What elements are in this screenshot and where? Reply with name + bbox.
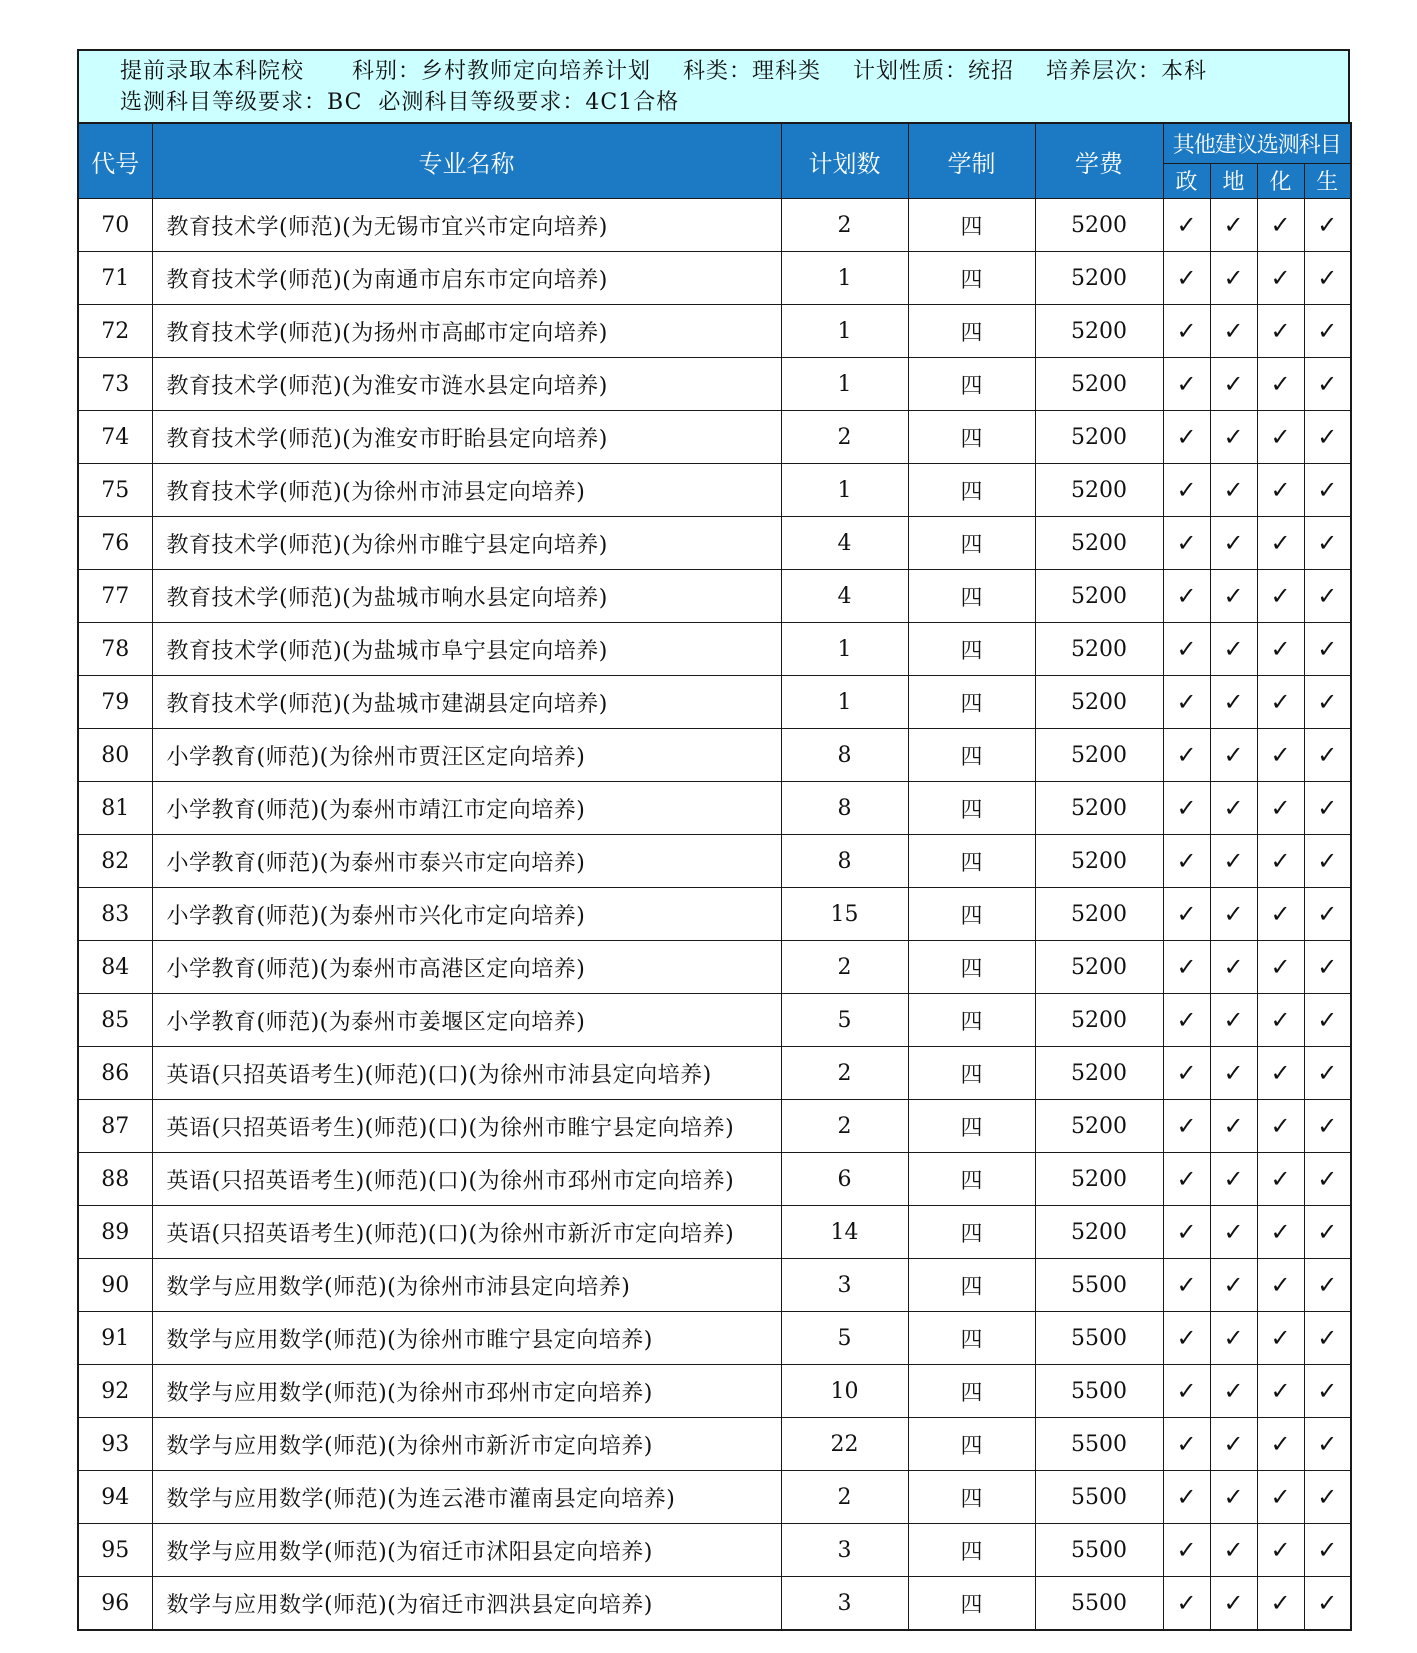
cell-major-name: 教育技术学(师范)(为扬州市高邮市定向培养) (152, 305, 781, 358)
check-mark-icon: ✓ (1257, 782, 1304, 835)
table-row (78, 888, 1351, 941)
check-mark-icon: ✓ (1257, 199, 1304, 252)
cell-code: 87 (78, 1100, 152, 1153)
header-code: 代号 (78, 123, 152, 199)
plan-info-banner (77, 49, 1350, 122)
cell-plan-count: 22 (781, 1418, 908, 1471)
cell-duration: 四 (908, 411, 1035, 464)
table-row (78, 358, 1351, 411)
table-row (78, 782, 1351, 835)
cell-major-name: 英语(只招英语考生)(师范)(口)(为徐州市邳州市定向培养) (152, 1153, 781, 1206)
cell-duration: 四 (908, 994, 1035, 1047)
table-row (78, 570, 1351, 623)
table-row (78, 1365, 1351, 1418)
check-mark-icon: ✓ (1304, 623, 1351, 676)
cell-plan-count: 2 (781, 941, 908, 994)
plan-info-line-1 (120, 56, 1348, 87)
cell-code: 92 (78, 1365, 152, 1418)
header-subject-politics: 政 (1163, 163, 1210, 198)
cell-plan-count: 3 (781, 1524, 908, 1577)
check-mark-icon: ✓ (1163, 252, 1210, 305)
check-mark-icon: ✓ (1163, 305, 1210, 358)
cell-code: 73 (78, 358, 152, 411)
check-mark-icon: ✓ (1210, 199, 1257, 252)
check-mark-icon: ✓ (1304, 941, 1351, 994)
cell-duration: 四 (908, 464, 1035, 517)
cell-code: 80 (78, 729, 152, 782)
cell-major-name: 小学教育(师范)(为泰州市靖江市定向培养) (152, 782, 781, 835)
check-mark-icon: ✓ (1304, 1524, 1351, 1577)
cell-duration: 四 (908, 888, 1035, 941)
cell-duration: 四 (908, 623, 1035, 676)
check-mark-icon: ✓ (1304, 835, 1351, 888)
check-mark-icon: ✓ (1210, 1524, 1257, 1577)
check-mark-icon: ✓ (1163, 358, 1210, 411)
check-mark-icon: ✓ (1257, 464, 1304, 517)
cell-code: 79 (78, 676, 152, 729)
cell-major-name: 教育技术学(师范)(为徐州市沛县定向培养) (152, 464, 781, 517)
table-row (78, 464, 1351, 517)
cell-major-name: 教育技术学(师范)(为盐城市响水县定向培养) (152, 570, 781, 623)
info-school-type: 提前录取本科院校 (120, 59, 305, 84)
cell-code: 83 (78, 888, 152, 941)
check-mark-icon: ✓ (1304, 464, 1351, 517)
check-mark-icon: ✓ (1257, 835, 1304, 888)
header-subject-chemistry: 化 (1257, 163, 1304, 198)
check-mark-icon: ✓ (1304, 1153, 1351, 1206)
cell-tuition: 5500 (1035, 1259, 1163, 1312)
info-subject-type: 科类：理科类 (682, 59, 821, 84)
table-row (78, 411, 1351, 464)
cell-tuition: 5200 (1035, 252, 1163, 305)
header-subject-biology: 生 (1304, 163, 1351, 198)
cell-major-name: 英语(只招英语考生)(师范)(口)(为徐州市睢宁县定向培养) (152, 1100, 781, 1153)
cell-tuition: 5200 (1035, 464, 1163, 517)
cell-duration: 四 (908, 1365, 1035, 1418)
check-mark-icon: ✓ (1210, 1471, 1257, 1524)
cell-code: 93 (78, 1418, 152, 1471)
check-mark-icon: ✓ (1210, 305, 1257, 358)
check-mark-icon: ✓ (1163, 835, 1210, 888)
cell-plan-count: 14 (781, 1206, 908, 1259)
cell-code: 88 (78, 1153, 152, 1206)
check-mark-icon: ✓ (1210, 1365, 1257, 1418)
cell-code: 96 (78, 1577, 152, 1631)
cell-major-name: 教育技术学(师范)(为盐城市阜宁县定向培养) (152, 623, 781, 676)
cell-plan-count: 8 (781, 835, 908, 888)
header-plan-count: 计划数 (781, 123, 908, 199)
check-mark-icon: ✓ (1210, 1047, 1257, 1100)
check-mark-icon: ✓ (1210, 888, 1257, 941)
cell-plan-count: 1 (781, 358, 908, 411)
cell-plan-count: 8 (781, 782, 908, 835)
check-mark-icon: ✓ (1257, 994, 1304, 1047)
cell-plan-count: 2 (781, 1047, 908, 1100)
info-required-requirement: 必测科目等级要求：4C1合格 (378, 90, 680, 115)
major-table (77, 122, 1352, 1631)
table-row (78, 835, 1351, 888)
cell-plan-count: 1 (781, 305, 908, 358)
cell-duration: 四 (908, 252, 1035, 305)
cell-major-name: 数学与应用数学(师范)(为徐州市沛县定向培养) (152, 1259, 781, 1312)
cell-duration: 四 (908, 1418, 1035, 1471)
cell-major-name: 教育技术学(师范)(为淮安市涟水县定向培养) (152, 358, 781, 411)
cell-tuition: 5200 (1035, 1206, 1163, 1259)
cell-tuition: 5200 (1035, 729, 1163, 782)
check-mark-icon: ✓ (1163, 782, 1210, 835)
cell-major-name: 数学与应用数学(师范)(为徐州市睢宁县定向培养) (152, 1312, 781, 1365)
check-mark-icon: ✓ (1304, 358, 1351, 411)
check-mark-icon: ✓ (1163, 517, 1210, 570)
check-mark-icon: ✓ (1257, 1100, 1304, 1153)
cell-major-name: 小学教育(师范)(为泰州市姜堰区定向培养) (152, 994, 781, 1047)
check-mark-icon: ✓ (1210, 517, 1257, 570)
check-mark-icon: ✓ (1304, 570, 1351, 623)
cell-plan-count: 10 (781, 1365, 908, 1418)
cell-tuition: 5200 (1035, 994, 1163, 1047)
cell-code: 82 (78, 835, 152, 888)
check-mark-icon: ✓ (1257, 1047, 1304, 1100)
check-mark-icon: ✓ (1304, 199, 1351, 252)
cell-code: 85 (78, 994, 152, 1047)
check-mark-icon: ✓ (1257, 358, 1304, 411)
check-mark-icon: ✓ (1257, 1524, 1304, 1577)
cell-tuition: 5200 (1035, 411, 1163, 464)
cell-plan-count: 4 (781, 517, 908, 570)
check-mark-icon: ✓ (1163, 623, 1210, 676)
check-mark-icon: ✓ (1257, 1312, 1304, 1365)
table-row (78, 729, 1351, 782)
cell-code: 86 (78, 1047, 152, 1100)
check-mark-icon: ✓ (1163, 1312, 1210, 1365)
check-mark-icon: ✓ (1210, 1206, 1257, 1259)
check-mark-icon: ✓ (1304, 305, 1351, 358)
cell-tuition: 5200 (1035, 941, 1163, 994)
check-mark-icon: ✓ (1210, 570, 1257, 623)
check-mark-icon: ✓ (1163, 729, 1210, 782)
cell-tuition: 5500 (1035, 1577, 1163, 1631)
cell-tuition: 5500 (1035, 1418, 1163, 1471)
table-row (78, 676, 1351, 729)
check-mark-icon: ✓ (1304, 1418, 1351, 1471)
check-mark-icon: ✓ (1304, 517, 1351, 570)
cell-duration: 四 (908, 1524, 1035, 1577)
check-mark-icon: ✓ (1163, 941, 1210, 994)
cell-major-name: 英语(只招英语考生)(师范)(口)(为徐州市沛县定向培养) (152, 1047, 781, 1100)
check-mark-icon: ✓ (1257, 570, 1304, 623)
cell-code: 91 (78, 1312, 152, 1365)
cell-tuition: 5200 (1035, 782, 1163, 835)
check-mark-icon: ✓ (1304, 782, 1351, 835)
cell-code: 76 (78, 517, 152, 570)
check-mark-icon: ✓ (1163, 994, 1210, 1047)
cell-duration: 四 (908, 941, 1035, 994)
check-mark-icon: ✓ (1210, 1259, 1257, 1312)
table-row (78, 305, 1351, 358)
check-mark-icon: ✓ (1257, 1259, 1304, 1312)
check-mark-icon: ✓ (1210, 782, 1257, 835)
check-mark-icon: ✓ (1257, 1153, 1304, 1206)
check-mark-icon: ✓ (1304, 1365, 1351, 1418)
check-mark-icon: ✓ (1257, 623, 1304, 676)
cell-tuition: 5200 (1035, 305, 1163, 358)
cell-plan-count: 1 (781, 623, 908, 676)
cell-duration: 四 (908, 1577, 1035, 1631)
table-row (78, 1153, 1351, 1206)
cell-plan-count: 1 (781, 252, 908, 305)
cell-tuition: 5200 (1035, 517, 1163, 570)
check-mark-icon: ✓ (1304, 252, 1351, 305)
table-row (78, 1206, 1351, 1259)
cell-major-name: 小学教育(师范)(为泰州市泰兴市定向培养) (152, 835, 781, 888)
check-mark-icon: ✓ (1163, 888, 1210, 941)
cell-duration: 四 (908, 1153, 1035, 1206)
cell-duration: 四 (908, 1047, 1035, 1100)
cell-plan-count: 3 (781, 1577, 908, 1631)
info-category: 科别：乡村教师定向培养计划 (351, 59, 651, 84)
check-mark-icon: ✓ (1257, 305, 1304, 358)
cell-major-name: 小学教育(师范)(为徐州市贾汪区定向培养) (152, 729, 781, 782)
check-mark-icon: ✓ (1163, 1577, 1210, 1631)
cell-tuition: 5200 (1035, 888, 1163, 941)
cell-plan-count: 3 (781, 1259, 908, 1312)
plan-info-line-2 (120, 87, 1348, 118)
check-mark-icon: ✓ (1210, 358, 1257, 411)
info-plan-nature: 计划性质：统招 (852, 59, 1014, 84)
cell-tuition: 5200 (1035, 358, 1163, 411)
check-mark-icon: ✓ (1210, 835, 1257, 888)
check-mark-icon: ✓ (1210, 729, 1257, 782)
cell-code: 81 (78, 782, 152, 835)
cell-duration: 四 (908, 305, 1035, 358)
table-row (78, 1047, 1351, 1100)
table-row (78, 994, 1351, 1047)
check-mark-icon: ✓ (1210, 941, 1257, 994)
cell-tuition: 5500 (1035, 1471, 1163, 1524)
cell-code: 75 (78, 464, 152, 517)
cell-code: 77 (78, 570, 152, 623)
check-mark-icon: ✓ (1304, 1100, 1351, 1153)
cell-duration: 四 (908, 199, 1035, 252)
cell-tuition: 5200 (1035, 570, 1163, 623)
check-mark-icon: ✓ (1304, 1259, 1351, 1312)
check-mark-icon: ✓ (1304, 676, 1351, 729)
table-row (78, 623, 1351, 676)
cell-code: 84 (78, 941, 152, 994)
check-mark-icon: ✓ (1257, 1206, 1304, 1259)
check-mark-icon: ✓ (1304, 729, 1351, 782)
check-mark-icon: ✓ (1210, 464, 1257, 517)
cell-major-name: 数学与应用数学(师范)(为宿迁市泗洪县定向培养) (152, 1577, 781, 1631)
major-table-body (78, 199, 1351, 1631)
cell-code: 95 (78, 1524, 152, 1577)
table-row (78, 252, 1351, 305)
cell-duration: 四 (908, 1100, 1035, 1153)
check-mark-icon: ✓ (1257, 1471, 1304, 1524)
check-mark-icon: ✓ (1210, 1100, 1257, 1153)
cell-plan-count: 8 (781, 729, 908, 782)
table-row (78, 1100, 1351, 1153)
check-mark-icon: ✓ (1163, 1259, 1210, 1312)
cell-major-name: 数学与应用数学(师范)(为徐州市新沂市定向培养) (152, 1418, 781, 1471)
cell-major-name: 教育技术学(师范)(为淮安市盱眙县定向培养) (152, 411, 781, 464)
check-mark-icon: ✓ (1304, 888, 1351, 941)
cell-major-name: 英语(只招英语考生)(师范)(口)(为徐州市新沂市定向培养) (152, 1206, 781, 1259)
check-mark-icon: ✓ (1163, 411, 1210, 464)
check-mark-icon: ✓ (1210, 676, 1257, 729)
cell-duration: 四 (908, 1259, 1035, 1312)
cell-code: 71 (78, 252, 152, 305)
cell-code: 89 (78, 1206, 152, 1259)
check-mark-icon: ✓ (1210, 1312, 1257, 1365)
cell-plan-count: 5 (781, 994, 908, 1047)
cell-duration: 四 (908, 1471, 1035, 1524)
cell-tuition: 5200 (1035, 623, 1163, 676)
check-mark-icon: ✓ (1210, 1577, 1257, 1631)
cell-duration: 四 (908, 570, 1035, 623)
cell-tuition: 5500 (1035, 1524, 1163, 1577)
table-row (78, 1259, 1351, 1312)
cell-duration: 四 (908, 729, 1035, 782)
check-mark-icon: ✓ (1257, 1577, 1304, 1631)
check-mark-icon: ✓ (1163, 1524, 1210, 1577)
admission-plan-sheet (77, 49, 1350, 1631)
check-mark-icon: ✓ (1257, 517, 1304, 570)
check-mark-icon: ✓ (1257, 252, 1304, 305)
header-tuition: 学费 (1035, 123, 1163, 199)
cell-duration: 四 (908, 517, 1035, 570)
cell-tuition: 5200 (1035, 1047, 1163, 1100)
check-mark-icon: ✓ (1163, 1100, 1210, 1153)
check-mark-icon: ✓ (1304, 1206, 1351, 1259)
check-mark-icon: ✓ (1210, 411, 1257, 464)
check-mark-icon: ✓ (1257, 941, 1304, 994)
cell-major-name: 教育技术学(师范)(为南通市启东市定向培养) (152, 252, 781, 305)
cell-code: 90 (78, 1259, 152, 1312)
cell-duration: 四 (908, 1312, 1035, 1365)
check-mark-icon: ✓ (1163, 1153, 1210, 1206)
cell-major-name: 数学与应用数学(师范)(为连云港市灌南县定向培养) (152, 1471, 781, 1524)
table-row (78, 1524, 1351, 1577)
cell-code: 74 (78, 411, 152, 464)
cell-major-name: 小学教育(师范)(为泰州市兴化市定向培养) (152, 888, 781, 941)
cell-plan-count: 15 (781, 888, 908, 941)
check-mark-icon: ✓ (1304, 411, 1351, 464)
table-row (78, 941, 1351, 994)
cell-tuition: 5200 (1035, 199, 1163, 252)
cell-major-name: 数学与应用数学(师范)(为徐州市邳州市定向培养) (152, 1365, 781, 1418)
check-mark-icon: ✓ (1210, 1153, 1257, 1206)
check-mark-icon: ✓ (1210, 1418, 1257, 1471)
cell-tuition: 5500 (1035, 1312, 1163, 1365)
check-mark-icon: ✓ (1163, 1418, 1210, 1471)
check-mark-icon: ✓ (1163, 1047, 1210, 1100)
header-duration: 学制 (908, 123, 1035, 199)
check-mark-icon: ✓ (1257, 729, 1304, 782)
cell-code: 94 (78, 1471, 152, 1524)
check-mark-icon: ✓ (1210, 252, 1257, 305)
cell-duration: 四 (908, 835, 1035, 888)
cell-plan-count: 6 (781, 1153, 908, 1206)
check-mark-icon: ✓ (1304, 1471, 1351, 1524)
table-row (78, 517, 1351, 570)
check-mark-icon: ✓ (1257, 1418, 1304, 1471)
check-mark-icon: ✓ (1163, 676, 1210, 729)
cell-major-name: 教育技术学(师范)(为徐州市睢宁县定向培养) (152, 517, 781, 570)
check-mark-icon: ✓ (1163, 464, 1210, 517)
cell-plan-count: 1 (781, 676, 908, 729)
check-mark-icon: ✓ (1304, 1312, 1351, 1365)
cell-duration: 四 (908, 676, 1035, 729)
header-subject-geography: 地 (1210, 163, 1257, 198)
check-mark-icon: ✓ (1257, 676, 1304, 729)
cell-duration: 四 (908, 358, 1035, 411)
cell-code: 70 (78, 199, 152, 252)
check-mark-icon: ✓ (1163, 1206, 1210, 1259)
table-row (78, 199, 1351, 252)
cell-tuition: 5200 (1035, 676, 1163, 729)
check-mark-icon: ✓ (1257, 888, 1304, 941)
cell-plan-count: 2 (781, 1471, 908, 1524)
cell-code: 72 (78, 305, 152, 358)
header-major-name: 专业名称 (152, 123, 781, 199)
cell-duration: 四 (908, 1206, 1035, 1259)
check-mark-icon: ✓ (1163, 199, 1210, 252)
cell-tuition: 5200 (1035, 1153, 1163, 1206)
info-elective-requirement: 选测科目等级要求：BC (120, 90, 363, 115)
cell-plan-count: 2 (781, 1100, 908, 1153)
check-mark-icon: ✓ (1163, 570, 1210, 623)
check-mark-icon: ✓ (1304, 994, 1351, 1047)
cell-plan-count: 4 (781, 570, 908, 623)
table-row (78, 1418, 1351, 1471)
check-mark-icon: ✓ (1257, 411, 1304, 464)
check-mark-icon: ✓ (1210, 994, 1257, 1047)
table-row (78, 1312, 1351, 1365)
cell-tuition: 5200 (1035, 1100, 1163, 1153)
info-level: 培养层次：本科 (1045, 59, 1207, 84)
cell-duration: 四 (908, 782, 1035, 835)
cell-major-name: 教育技术学(师范)(为无锡市宜兴市定向培养) (152, 199, 781, 252)
check-mark-icon: ✓ (1304, 1047, 1351, 1100)
cell-major-name: 教育技术学(师范)(为盐城市建湖县定向培养) (152, 676, 781, 729)
cell-plan-count: 2 (781, 199, 908, 252)
cell-major-name: 数学与应用数学(师范)(为宿迁市沭阳县定向培养) (152, 1524, 781, 1577)
check-mark-icon: ✓ (1210, 623, 1257, 676)
check-mark-icon: ✓ (1163, 1365, 1210, 1418)
check-mark-icon: ✓ (1304, 1577, 1351, 1631)
cell-code: 78 (78, 623, 152, 676)
header-suggested-subjects: 其他建议选测科目 (1163, 123, 1351, 163)
check-mark-icon: ✓ (1163, 1471, 1210, 1524)
cell-major-name: 小学教育(师范)(为泰州市高港区定向培养) (152, 941, 781, 994)
check-mark-icon: ✓ (1257, 1365, 1304, 1418)
cell-plan-count: 5 (781, 1312, 908, 1365)
cell-tuition: 5500 (1035, 1365, 1163, 1418)
cell-plan-count: 2 (781, 411, 908, 464)
table-row (78, 1471, 1351, 1524)
table-row (78, 1577, 1351, 1631)
cell-tuition: 5200 (1035, 835, 1163, 888)
cell-plan-count: 1 (781, 464, 908, 517)
